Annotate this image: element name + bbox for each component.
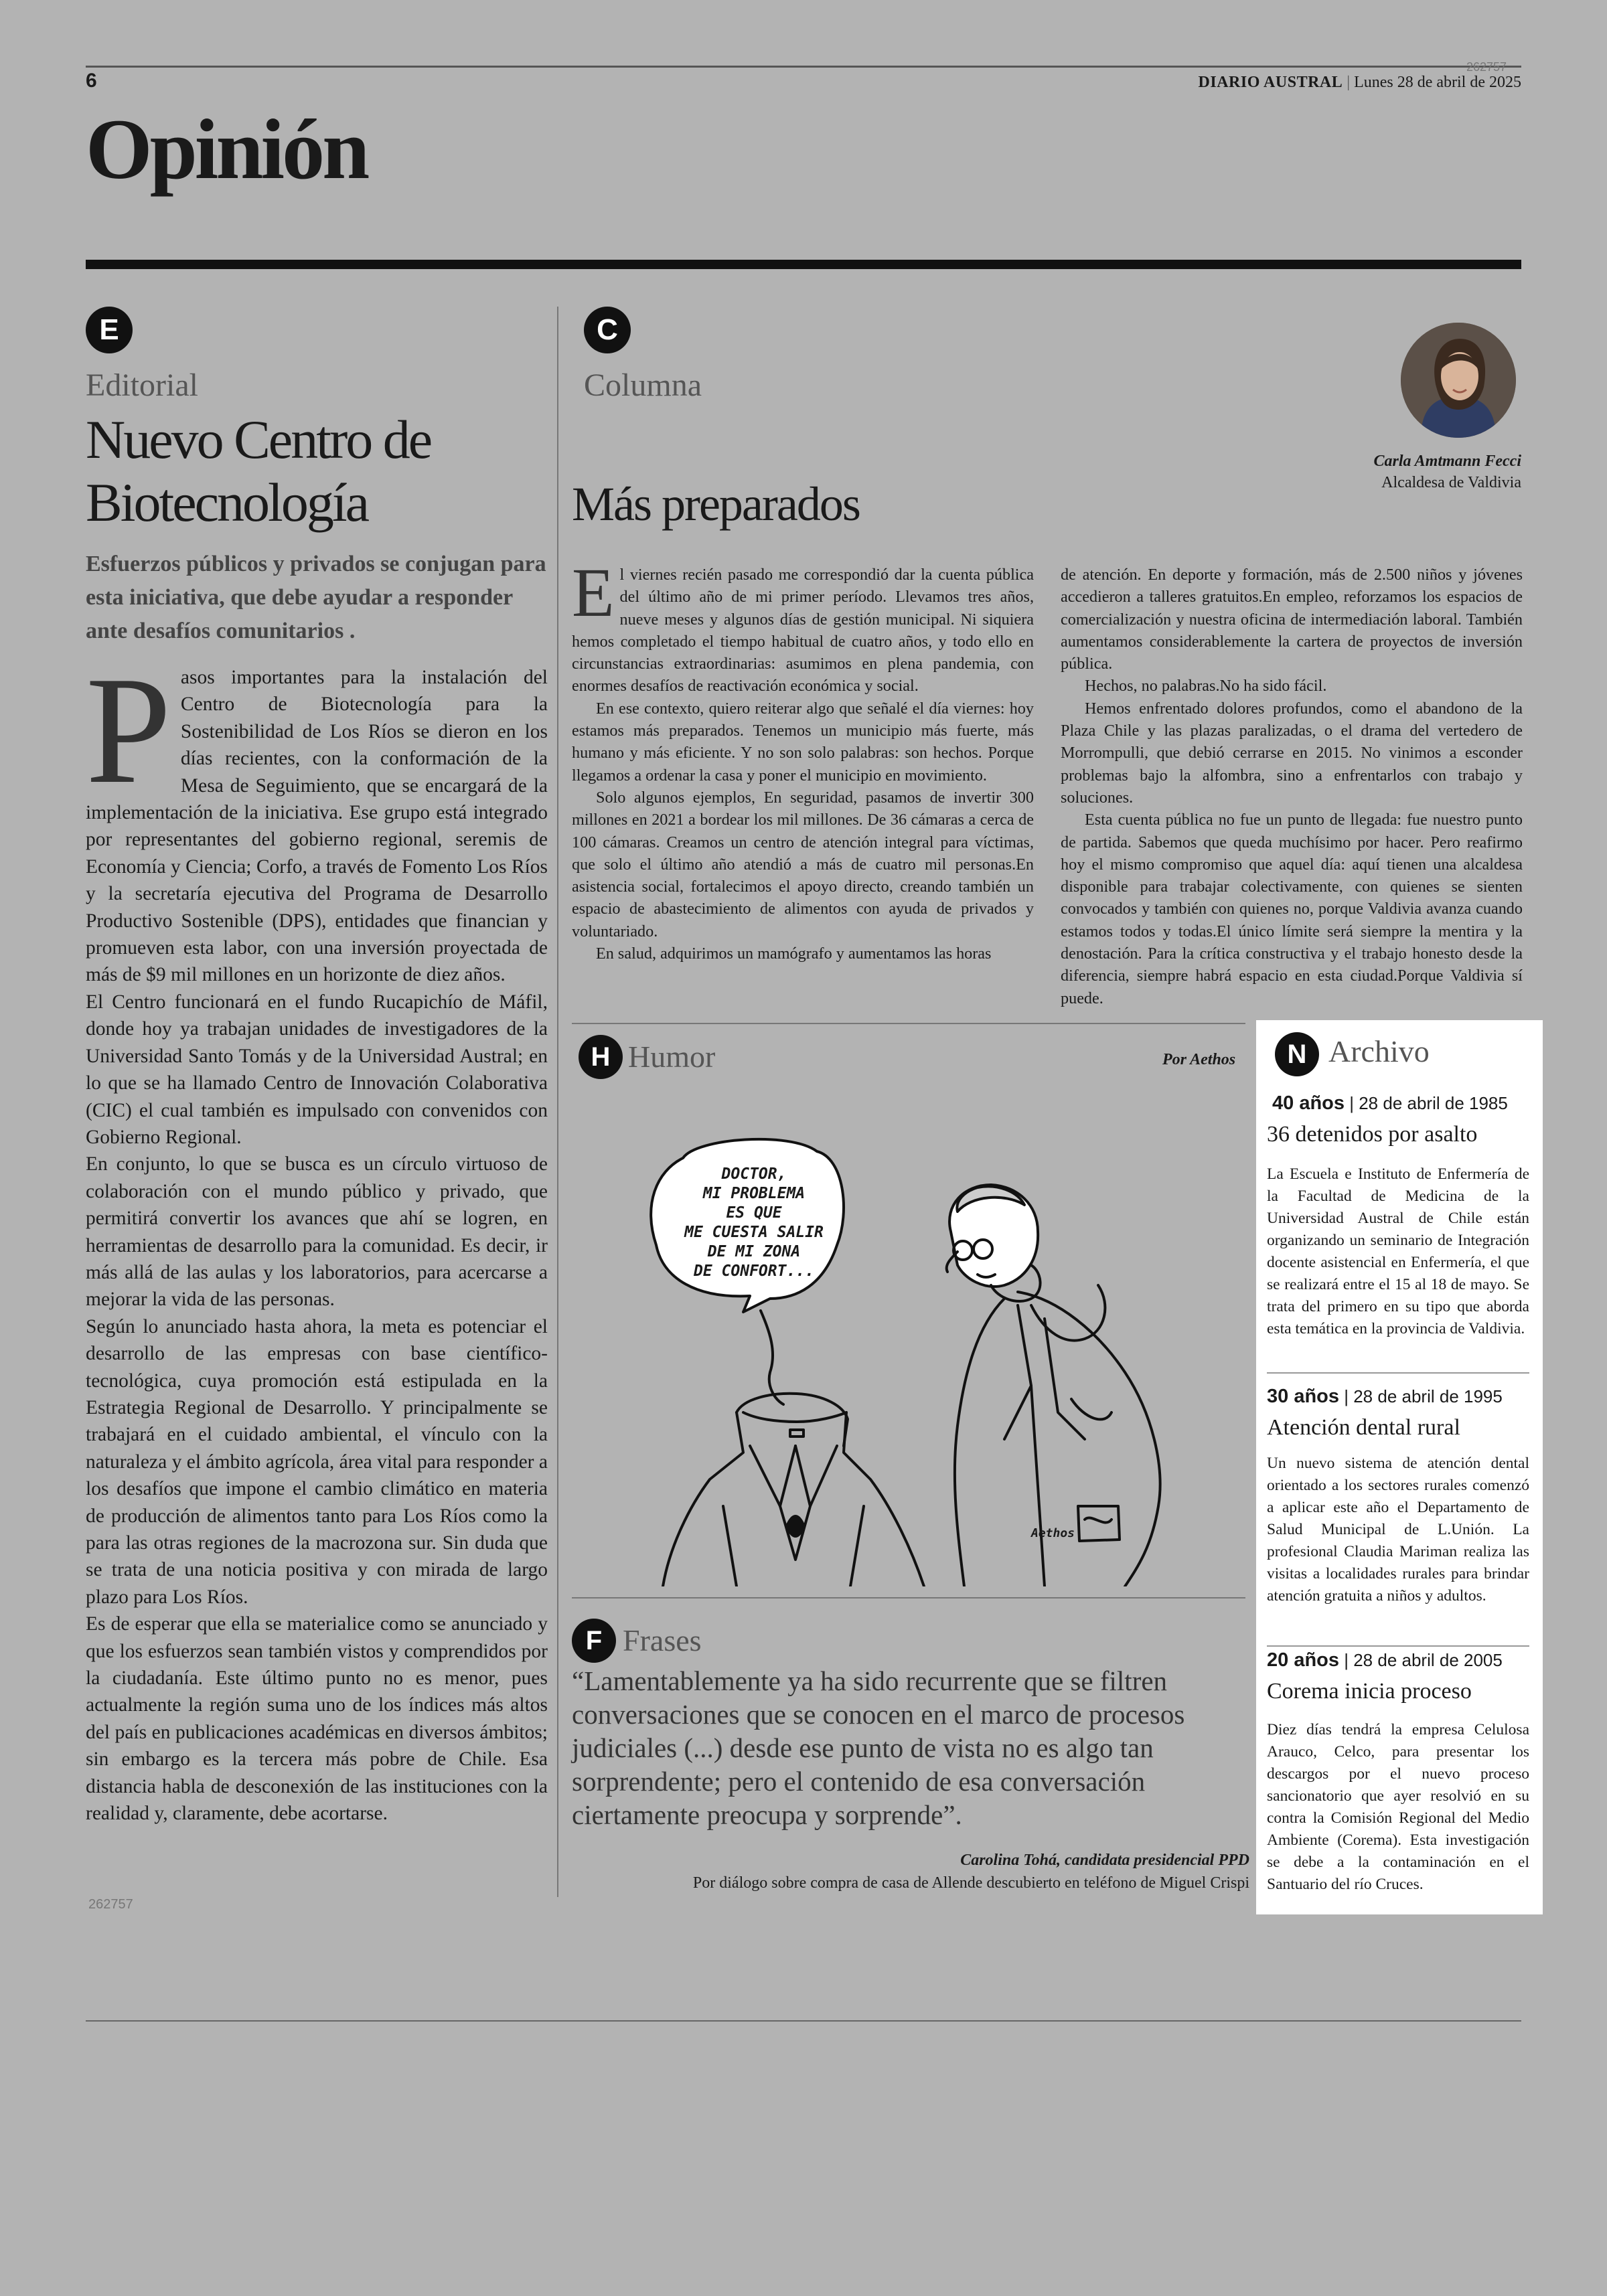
bubble-line: DE MI ZONA <box>707 1243 801 1260</box>
frases-top-rule <box>572 1597 1245 1598</box>
archivo-divider <box>1267 1645 1529 1647</box>
editorial-paragraph: Según lo anunciado hasta ahora, la meta es potenciar el desarrollo de las empresas con base científico-tecnológica, cuya promoción está estipulada en la Estrategia Regional de Desarrollo. Y principalmente se trabajará en el cuidado ambiental, el vínculo con la naturaleza y el ámbito agrícola, área vital para responder a los desafíos que impone el cambio climático en materia de producción de alimentos tanto para Los Ríos como la para las otras regiones de la macrozona sur. Sin duda que se trata de una noticia positiva y con mirada de largo plazo para Los Ríos. <box>86 1315 548 1608</box>
archivo-label: Archivo <box>1328 1034 1430 1068</box>
humor-badge: H <box>579 1035 623 1079</box>
editorial-paragraph: Es de esperar que ella se materialice como se anunciado y que los esfuerzos sean también vistos y comprendidos por la ciudadanía. Este último punto no es menor, pues actualmente la región suma uno de los índices más altos del país en publicaciones académicas en diversos ámbitos; sin embargo es la tercera más pobre de Chile. Esa distancia habla de desconexión de las instituciones con la realidad y, claramente, debe acortarse. <box>86 1613 548 1825</box>
cartoon-signature: Aethos <box>1031 1526 1075 1540</box>
bubble-line: ES QUE <box>726 1204 782 1222</box>
archivo-entry-text: Un nuevo sistema de atención dental orientado a los sectores rurales comenzó a aplicar este año el Departamento de Salud Municipal de L.Unión. La profesional Claudia Mariman realiza las visitas a localidades rurales para brindar atención gratuita a niños y adultos. <box>1267 1455 1529 1605</box>
archivo-entry-header <box>1267 1649 1503 1671</box>
archivo-date: | 28 de abril de 1995 <box>1344 1386 1503 1406</box>
humor-credit: Por Aethos <box>1162 1051 1236 1068</box>
archivo-entry-header <box>1267 1386 1503 1408</box>
archivo-date: | 28 de abril de 1985 <box>1349 1093 1508 1113</box>
footer-rule <box>86 2020 1521 2022</box>
column-label: Columna <box>584 367 702 403</box>
header-top-rule <box>86 66 1521 68</box>
bubble-line: DE CONFORT... <box>693 1262 814 1280</box>
frases-badge: F <box>572 1619 616 1663</box>
author-role: Alcaldesa de Valdivia <box>1381 474 1521 491</box>
column-paragraph: Hechos, no palabras.No ha sido fácil. <box>1085 677 1327 695</box>
bubble-line: DOCTOR, <box>721 1165 787 1183</box>
column-body-right <box>1061 564 1523 1012</box>
editorial-title-line1: Nuevo Centro de <box>86 409 431 470</box>
bubble-line: MI PROBLEMA <box>702 1185 806 1202</box>
newspaper-name: DIARIO AUSTRAL <box>1198 74 1343 91</box>
frases-context: Por diálogo sobre compra de casa de Allende descubierto en teléfono de Miguel Crispi <box>692 1874 1249 1892</box>
masthead-line: DIARIO AUSTRAL | Lunes 28 de abril de 2025 <box>1198 74 1521 91</box>
column-title: Más preparados <box>572 477 860 531</box>
archivo-entry-body <box>1267 1719 1529 1896</box>
archivo-years: 30 años <box>1267 1386 1339 1407</box>
cartoon <box>643 1131 1192 1586</box>
editorial-first-paragraph: asos importantes para la instalación del Centro de Biotecnología para la Sostenibilidad de Los Ríos se dieron en los días recientes, con la conformación de la Mesa de Seguimiento, que se encargará de la implementación de la iniciativa. Ese grupo está integrado por representantes del gobierno regional, seremis de Economía y Ciencia; Corfo, a través de Fomento Los Ríos y la secretaría ejecutiva del Programa de Desarrollo Productivo Sostenible (DPS), entidades que financian y promueven esta labor, con una inversión proyectada de más de $9 mil millones en un horizonte de diez años. <box>86 667 548 986</box>
author-photo <box>1401 323 1516 438</box>
archivo-box <box>1256 1020 1543 1914</box>
archivo-entry-text: La Escuela e Instituto de Enfermería de la Facultad de Medicina de la Universidad Austral de Chile están organizando un seminario de Integración docente asistencial en Enfermería, el que se realizará entre el 15 al 18 de mayo. Se trata del primero en su tipo que aborda esta temática en la provincia de Valdivia. <box>1267 1165 1529 1337</box>
column-paragraph: En ese contexto, quiero reiterar algo que señalé el día viernes: hoy estamos más preparados. Tenemos un municipio más fuerte, más humano y más eficiente. Y no son solo palabras: son hechos. Porque llegamos a ordenar la casa y poner el municipio en movimiento. <box>572 699 1034 785</box>
editorial-title <box>86 408 554 534</box>
archivo-entry-title: Corema inicia proceso <box>1267 1679 1472 1704</box>
issue-date: Lunes 28 de abril de 2025 <box>1354 74 1521 91</box>
archivo-years: 20 años <box>1267 1649 1339 1671</box>
archivo-badge: N <box>1275 1032 1319 1076</box>
archivo-years: 40 años <box>1272 1092 1345 1114</box>
column-paragraph: de atención. En deporte y formación, más de 2.500 niños y jóvenes accedieron a talleres gratuitos.En empleo, reforzamos los espacios de comercialización y nuestra oficina de intermediación laboral. También aumentamos considerablemente la cartera de proyectos de inversión pública. <box>1061 566 1523 673</box>
editorial-drop-cap: P <box>86 664 171 815</box>
column-paragraph: Hemos enfrentado dolores profundos, como el abandono de la Plaza Chile y las plazas paralizadas, o el drama del vertedero de Morrompulli, que debió cerrarse en 2015. No vinimos a esconder problemas bajo la alfombra, sino a enfrentarlos con trabajo y soluciones. <box>1061 699 1523 807</box>
editorial-paragraph: El Centro funcionará en el fundo Rucapichío de Máfil, donde hoy ya trabajan unidades de investigadores de la Universidad Santo Tomás y de la Universidad Austral; en lo que se ha llamado Centro de Innovación Colaborativa (CIC) el cual también es impulsado con convenidos con Gobierno Regional. <box>86 991 548 1148</box>
column-paragraph: Solo algunos ejemplos, En seguridad, pasamos de invertir 300 millones en 2021 a bordear los mil millones. De 36 cámaras a cerca de 100 cámaras. Creamos un centro de atención integral para víctimas, que solo el último año atendió a más de cuatro mil personas.En asistencia social, fortalecimos el apoyo directo, creando también un espacio de abastecimiento de alimentos con ayuda de privados y voluntariado. <box>572 788 1034 940</box>
column-paragraph: En salud, adquirimos un mamógrafo y aumentamos las horas <box>596 945 992 963</box>
frases-label: Frases <box>623 1623 702 1657</box>
editorial-label: Editorial <box>86 367 198 403</box>
author-name: Carla Amtmann Fecci <box>1373 453 1521 470</box>
humor-top-rule <box>572 1023 1245 1024</box>
column-badge: C <box>584 307 631 353</box>
page-number: 6 <box>86 70 97 92</box>
page-code: 262757 <box>1466 60 1507 74</box>
archivo-divider <box>1267 1372 1529 1374</box>
column-drop-cap: E <box>572 564 615 631</box>
frases-quote: “Lamentablemente ya ha sido recurrente que se filtren conversaciones que se conocen en el marco de procesos judiciales (...) desde ese punto de vista no es algo tan sorprendente; pero el contenido de esa conversación ciertamente preocupa y sorprende”. <box>572 1665 1185 1830</box>
archivo-entry-body <box>1267 1163 1529 1340</box>
humor-label: Humor <box>628 1040 716 1074</box>
archivo-entry-title: Atención dental rural <box>1267 1415 1460 1440</box>
column-paragraph: l viernes recién pasado me correspondió dar la cuenta pública del último año de mi primer período. Llevamos tres años, nueve meses y algunos días de gestión municipal. Ni siquiera hemos completado el tiempo habitual de cuatro años, y todo ello en circunstancias extraordinarias: asumimos en plena pandemia, con enormes desafíos de reactivación económica y social. <box>572 566 1034 695</box>
section-thick-rule <box>86 260 1521 269</box>
column-divider <box>557 307 558 1897</box>
editorial-badge: E <box>86 307 133 353</box>
bubble-line: ME CUESTA SALIR <box>684 1224 824 1241</box>
frases-attribution: Carolina Tohá, candidata presidencial PPD <box>960 1852 1249 1869</box>
editorial-paragraph: En conjunto, lo que se busca es un círculo virtuoso de colaboración con el mundo público y privado, que permitirá convertir los avances que ahí se logren, en herramientas de desarrollo para la comunidad. Es decir, ir más allá de las aulas y los laboratorios, para acercarse a mejorar la vida de las personas. <box>86 1153 548 1311</box>
editorial-body <box>86 664 548 1889</box>
editorial-deck: Esfuerzos públicos y privados se conjugan para esta iniciativa, que debe ayudar a responder ante desafíos comunitarios . <box>86 552 546 643</box>
archivo-entry-body <box>1267 1453 1529 1607</box>
editorial-title-line2: Biotecnología <box>86 472 368 533</box>
editorial-footer-code: 262757 <box>88 1897 133 1912</box>
section-title: Opinión <box>86 102 368 197</box>
author-portrait-icon <box>1401 323 1516 438</box>
column-paragraph: Esta cuenta pública no fue un punto de llegada: fue nuestro punto de partida. Sabemos que queda muchísimo por hacer. Pero reafirmo hoy el mismo compromiso que aquel día: aquí tienen una alcaldesa disponible para trabajar colectivamente, con quienes se sienten convocados y también con quienes no, porque Valdivia avanza cuando estamos todos y todas.El único límite será siempre la mentira y la denostación. Para la crítica constructiva y el trabajo honesto desde la diferencia, siempre habrá espacio en esta ciudad.Porque Valdivia sí puede. <box>1061 811 1523 1007</box>
archivo-entry-text: Diez días tendrá la empresa Celulosa Arauco, Celco, para presentar los descargos por el nuevo proceso sancionatorio que ayer resolvió en su contra la Comisión Regional del Medio Ambiente (Corema). Esta investigación se debe a la contaminación en el Santuario del río Cruces. <box>1267 1721 1529 1893</box>
archivo-entry-header <box>1272 1092 1508 1115</box>
speech-bubble-text <box>674 1165 834 1281</box>
archivo-entry-title: 36 detenidos por asalto <box>1267 1122 1478 1147</box>
column-body-left <box>572 564 1034 1012</box>
archivo-date: | 28 de abril de 2005 <box>1344 1650 1503 1670</box>
